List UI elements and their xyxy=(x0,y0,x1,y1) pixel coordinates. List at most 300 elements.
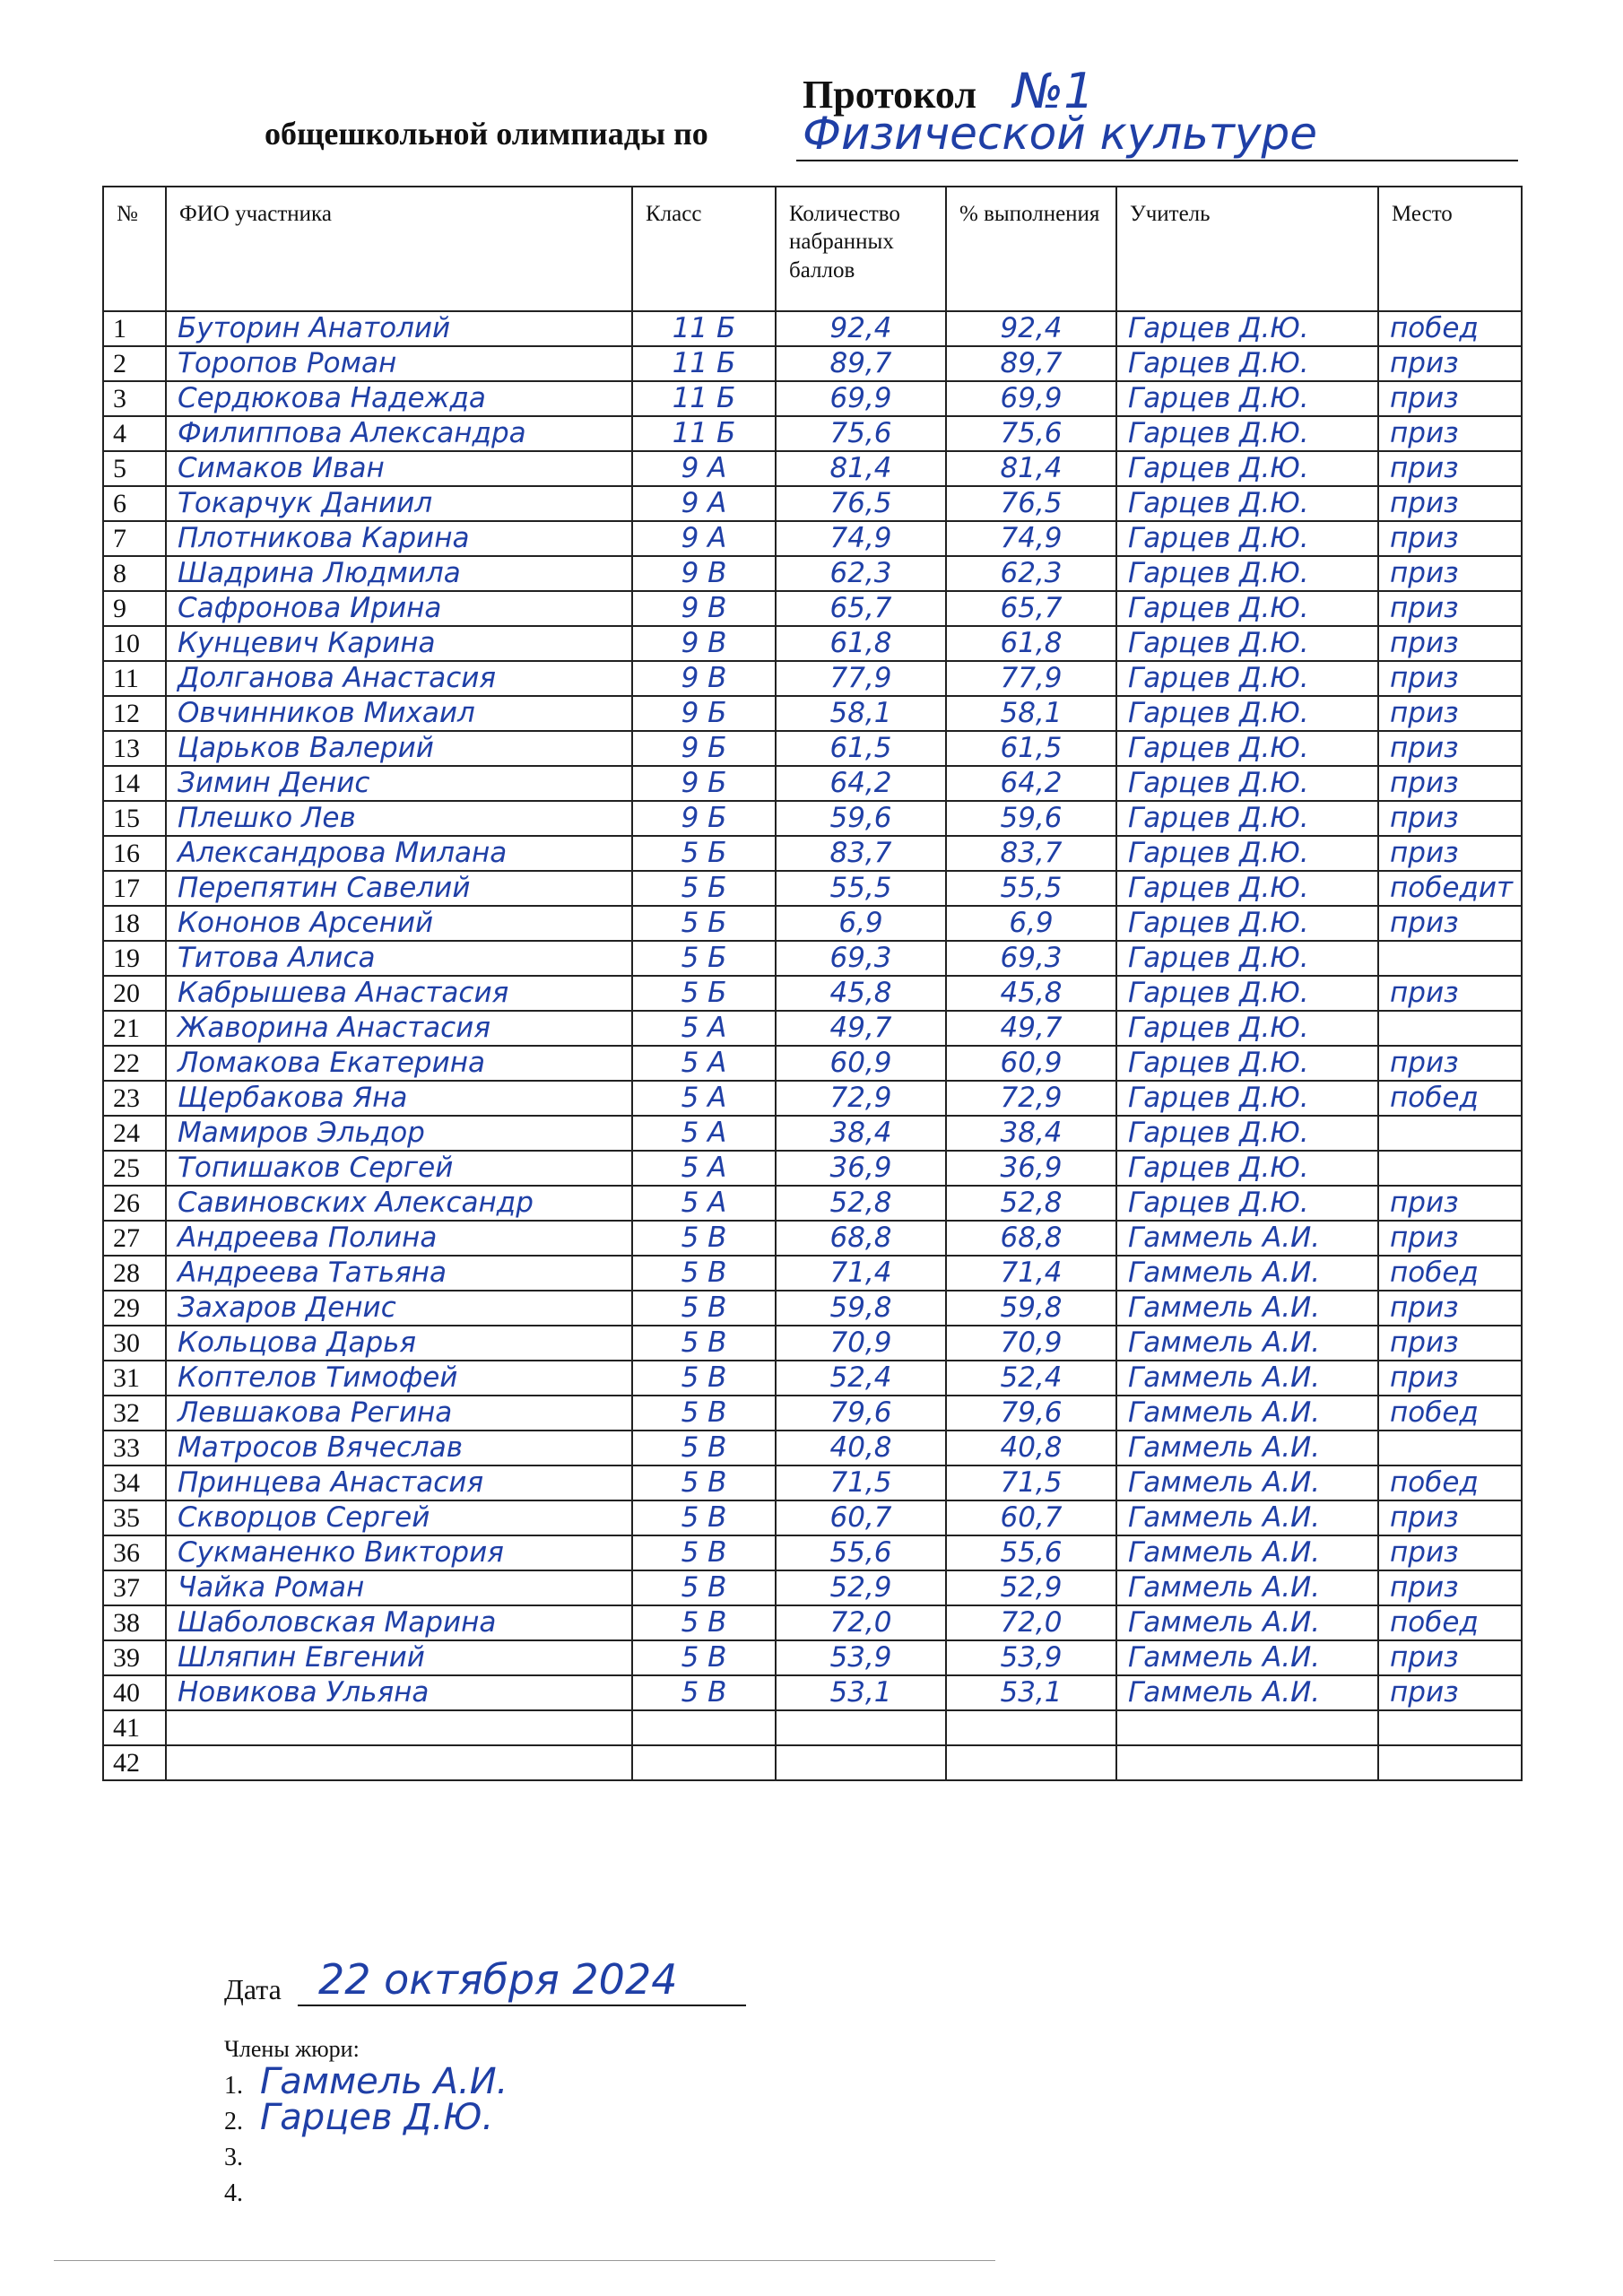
table-row xyxy=(103,1640,1522,1675)
teacher-cell: Гарцев Д.Ю. xyxy=(1116,766,1378,801)
score-cell: 59,6 xyxy=(776,801,946,836)
participant-name: Кононов Арсений xyxy=(166,906,632,941)
row-number: 10 xyxy=(103,626,166,661)
score-cell: 45,8 xyxy=(776,976,946,1011)
score-cell: 69,3 xyxy=(776,941,946,976)
participant-name: Плешко Лев xyxy=(166,801,632,836)
row-number: 9 xyxy=(103,591,166,626)
score-cell: 81,4 xyxy=(776,451,946,486)
class-cell xyxy=(632,1745,776,1780)
table-row xyxy=(103,1221,1522,1256)
row-number: 1 xyxy=(103,311,166,346)
place-cell: приз xyxy=(1378,836,1522,871)
bottom-rule xyxy=(54,2260,995,2261)
teacher-cell: Гарцев Д.Ю. xyxy=(1116,1186,1378,1221)
table-row xyxy=(103,1046,1522,1081)
teacher-cell: Гарцев Д.Ю. xyxy=(1116,1081,1378,1116)
participant-name: Александрова Милана xyxy=(166,836,632,871)
participant-name: Сердюкова Надежда xyxy=(166,381,632,416)
score-cell: 64,2 xyxy=(776,766,946,801)
participant-name: Сафронова Ирина xyxy=(166,591,632,626)
jury-member xyxy=(224,2097,942,2138)
row-number: 38 xyxy=(103,1605,166,1640)
class-cell: 5 А xyxy=(632,1046,776,1081)
class-cell: 5 В xyxy=(632,1605,776,1640)
participant-name: Жаворина Анастасия xyxy=(166,1011,632,1046)
participant-name: Савиновских Александр xyxy=(166,1186,632,1221)
percent-cell: 58,1 xyxy=(946,696,1116,731)
percent-cell: 45,8 xyxy=(946,976,1116,1011)
class-cell: 5 В xyxy=(632,1361,776,1396)
class-cell: 9 Б xyxy=(632,801,776,836)
participant-name: Топишаков Сергей xyxy=(166,1151,632,1186)
score-cell: 79,6 xyxy=(776,1396,946,1431)
table-row xyxy=(103,486,1522,521)
row-number: 15 xyxy=(103,801,166,836)
teacher-cell: Гаммель А.И. xyxy=(1116,1605,1378,1640)
class-cell: 9 Б xyxy=(632,696,776,731)
table-row xyxy=(103,696,1522,731)
class-cell: 5 В xyxy=(632,1326,776,1361)
score-cell: 62,3 xyxy=(776,556,946,591)
score-cell: 70,9 xyxy=(776,1326,946,1361)
table-row xyxy=(103,1256,1522,1291)
class-cell: 9 В xyxy=(632,626,776,661)
teacher-cell: Гаммель А.И. xyxy=(1116,1431,1378,1465)
jury-number: 2. xyxy=(224,2108,243,2135)
table-row xyxy=(103,1745,1522,1780)
table-row xyxy=(103,346,1522,381)
class-cell: 9 Б xyxy=(632,731,776,766)
place-cell: приз xyxy=(1378,696,1522,731)
score-cell: 72,9 xyxy=(776,1081,946,1116)
participant-name xyxy=(166,1710,632,1745)
protocol-number: №1 xyxy=(1013,63,1095,119)
row-number: 5 xyxy=(103,451,166,486)
teacher-cell: Гарцев Д.Ю. xyxy=(1116,871,1378,906)
class-cell: 9 А xyxy=(632,451,776,486)
percent-cell: 71,4 xyxy=(946,1256,1116,1291)
participant-name: Коптелов Тимофей xyxy=(166,1361,632,1396)
score-cell: 92,4 xyxy=(776,311,946,346)
participant-name: Кунцевич Карина xyxy=(166,626,632,661)
place-cell: побед xyxy=(1378,1256,1522,1291)
place-cell: приз xyxy=(1378,1291,1522,1326)
score-cell: 89,7 xyxy=(776,346,946,381)
place-cell: приз xyxy=(1378,1221,1522,1256)
teacher-cell: Гарцев Д.Ю. xyxy=(1116,556,1378,591)
class-cell: 5 Б xyxy=(632,976,776,1011)
score-cell: 60,7 xyxy=(776,1500,946,1535)
place-cell: приз xyxy=(1378,1046,1522,1081)
place-cell: приз xyxy=(1378,1675,1522,1710)
row-number: 26 xyxy=(103,1186,166,1221)
place-cell: приз xyxy=(1378,1186,1522,1221)
class-cell: 5 В xyxy=(632,1535,776,1570)
place-cell: побед xyxy=(1378,1605,1522,1640)
row-number: 17 xyxy=(103,871,166,906)
row-number: 36 xyxy=(103,1535,166,1570)
row-number: 12 xyxy=(103,696,166,731)
class-cell: 5 В xyxy=(632,1221,776,1256)
row-number: 28 xyxy=(103,1256,166,1291)
table-row xyxy=(103,1291,1522,1326)
participant-name: Торопов Роман xyxy=(166,346,632,381)
table-row xyxy=(103,311,1522,346)
participant-name: Щербакова Яна xyxy=(166,1081,632,1116)
class-cell: 11 Б xyxy=(632,381,776,416)
class-cell: 11 Б xyxy=(632,311,776,346)
teacher-cell: Гарцев Д.Ю. xyxy=(1116,486,1378,521)
class-cell: 9 В xyxy=(632,591,776,626)
percent-cell: 53,9 xyxy=(946,1640,1116,1675)
table-row xyxy=(103,416,1522,451)
subject-underline xyxy=(796,160,1518,161)
score-cell: 52,8 xyxy=(776,1186,946,1221)
table-row xyxy=(103,976,1522,1011)
percent-cell: 40,8 xyxy=(946,1431,1116,1465)
class-cell: 11 Б xyxy=(632,416,776,451)
score-cell xyxy=(776,1710,946,1745)
row-number: 19 xyxy=(103,941,166,976)
teacher-cell: Гарцев Д.Ю. xyxy=(1116,521,1378,556)
teacher-cell: Гарцев Д.Ю. xyxy=(1116,696,1378,731)
class-cell: 9 Б xyxy=(632,766,776,801)
table-row xyxy=(103,1570,1522,1605)
table-row xyxy=(103,521,1522,556)
column-header-number: № xyxy=(103,187,166,311)
class-cell xyxy=(632,1710,776,1745)
score-cell: 77,9 xyxy=(776,661,946,696)
column-header-teacher: Учитель xyxy=(1116,187,1378,311)
place-cell: приз xyxy=(1378,591,1522,626)
teacher-cell: Гаммель А.И. xyxy=(1116,1640,1378,1675)
row-number: 41 xyxy=(103,1710,166,1745)
percent-cell: 69,3 xyxy=(946,941,1116,976)
table-row xyxy=(103,626,1522,661)
table-row xyxy=(103,731,1522,766)
percent-cell: 75,6 xyxy=(946,416,1116,451)
class-cell: 5 В xyxy=(632,1396,776,1431)
participant-name: Филиппова Александра xyxy=(166,416,632,451)
results-table xyxy=(102,186,1523,1781)
participant-name: Шаболовская Марина xyxy=(166,1605,632,1640)
participant-name xyxy=(166,1745,632,1780)
participant-name: Чайка Роман xyxy=(166,1570,632,1605)
percent-cell: 55,5 xyxy=(946,871,1116,906)
percent-cell: 72,0 xyxy=(946,1605,1116,1640)
row-number: 2 xyxy=(103,346,166,381)
score-cell: 71,5 xyxy=(776,1465,946,1500)
class-cell: 5 А xyxy=(632,1081,776,1116)
teacher-cell: Гарцев Д.Ю. xyxy=(1116,801,1378,836)
class-cell: 5 В xyxy=(632,1570,776,1605)
table-row xyxy=(103,1605,1522,1640)
participant-name: Титова Алиса xyxy=(166,941,632,976)
class-cell: 5 В xyxy=(632,1500,776,1535)
percent-cell: 59,8 xyxy=(946,1291,1116,1326)
percent-cell: 70,9 xyxy=(946,1326,1116,1361)
class-cell: 5 А xyxy=(632,1186,776,1221)
teacher-cell: Гарцев Д.Ю. xyxy=(1116,591,1378,626)
percent-cell: 92,4 xyxy=(946,311,1116,346)
score-cell: 58,1 xyxy=(776,696,946,731)
teacher-cell: Гаммель А.И. xyxy=(1116,1500,1378,1535)
table-row xyxy=(103,1431,1522,1465)
table-row xyxy=(103,1011,1522,1046)
teacher-cell: Гарцев Д.Ю. xyxy=(1116,1046,1378,1081)
participant-name: Новикова Ульяна xyxy=(166,1675,632,1710)
table-row xyxy=(103,1396,1522,1431)
teacher-cell: Гарцев Д.Ю. xyxy=(1116,626,1378,661)
place-cell: приз xyxy=(1378,626,1522,661)
table-row xyxy=(103,1116,1522,1151)
row-number: 4 xyxy=(103,416,166,451)
place-cell: приз xyxy=(1378,381,1522,416)
place-cell: приз xyxy=(1378,976,1522,1011)
place-cell: побед xyxy=(1378,1465,1522,1500)
score-cell: 60,9 xyxy=(776,1046,946,1081)
participant-name: Захаров Денис xyxy=(166,1291,632,1326)
score-cell: 61,5 xyxy=(776,731,946,766)
teacher-cell: Гарцев Д.Ю. xyxy=(1116,976,1378,1011)
percent-cell: 60,9 xyxy=(946,1046,1116,1081)
score-cell: 68,8 xyxy=(776,1221,946,1256)
row-number: 35 xyxy=(103,1500,166,1535)
jury-number: 1. xyxy=(224,2072,243,2100)
score-cell: 76,5 xyxy=(776,486,946,521)
place-cell: приз xyxy=(1378,1535,1522,1570)
score-cell: 72,0 xyxy=(776,1605,946,1640)
percent-cell: 49,7 xyxy=(946,1011,1116,1046)
row-number: 16 xyxy=(103,836,166,871)
percent-cell: 62,3 xyxy=(946,556,1116,591)
row-number: 18 xyxy=(103,906,166,941)
participant-name: Кольцова Дарья xyxy=(166,1326,632,1361)
score-cell: 61,8 xyxy=(776,626,946,661)
table-row xyxy=(103,1151,1522,1186)
place-cell: победит xyxy=(1378,871,1522,906)
table-row xyxy=(103,1186,1522,1221)
place-cell xyxy=(1378,1116,1522,1151)
participant-name: Кабрышева Анастасия xyxy=(166,976,632,1011)
participant-name: Шляпин Евгений xyxy=(166,1640,632,1675)
row-number: 31 xyxy=(103,1361,166,1396)
place-cell xyxy=(1378,1011,1522,1046)
participant-name: Скворцов Сергей xyxy=(166,1500,632,1535)
place-cell: побед xyxy=(1378,311,1522,346)
participant-name: Ломакова Екатерина xyxy=(166,1046,632,1081)
place-cell: приз xyxy=(1378,346,1522,381)
date-label: Дата xyxy=(224,1973,282,2005)
teacher-cell: Гарцев Д.Ю. xyxy=(1116,1151,1378,1186)
place-cell xyxy=(1378,1710,1522,1745)
percent-cell: 52,9 xyxy=(946,1570,1116,1605)
column-header-score: Количество набранных баллов xyxy=(776,187,946,311)
teacher-cell: Гарцев Д.Ю. xyxy=(1116,346,1378,381)
participant-name: Матросов Вячеслав xyxy=(166,1431,632,1465)
score-cell: 65,7 xyxy=(776,591,946,626)
row-number: 34 xyxy=(103,1465,166,1500)
score-cell: 75,6 xyxy=(776,416,946,451)
row-number: 3 xyxy=(103,381,166,416)
table-row xyxy=(103,1361,1522,1396)
place-cell: приз xyxy=(1378,731,1522,766)
place-cell: побед xyxy=(1378,1396,1522,1431)
place-cell: приз xyxy=(1378,486,1522,521)
teacher-cell: Гарцев Д.Ю. xyxy=(1116,381,1378,416)
percent-cell: 77,9 xyxy=(946,661,1116,696)
place-cell: приз xyxy=(1378,1640,1522,1675)
percent-cell: 64,2 xyxy=(946,766,1116,801)
class-cell: 5 В xyxy=(632,1256,776,1291)
place-cell xyxy=(1378,1151,1522,1186)
percent-cell xyxy=(946,1745,1116,1780)
teacher-cell: Гарцев Д.Ю. xyxy=(1116,731,1378,766)
teacher-cell: Гарцев Д.Ю. xyxy=(1116,311,1378,346)
percent-cell: 52,8 xyxy=(946,1186,1116,1221)
row-number: 42 xyxy=(103,1745,166,1780)
participant-name: Зимин Денис xyxy=(166,766,632,801)
class-cell: 11 Б xyxy=(632,346,776,381)
percent-cell: 79,6 xyxy=(946,1396,1116,1431)
jury-block xyxy=(224,2036,942,2210)
participant-name: Царьков Валерий xyxy=(166,731,632,766)
percent-cell: 6,9 xyxy=(946,906,1116,941)
teacher-cell xyxy=(1116,1710,1378,1745)
percent-cell: 60,7 xyxy=(946,1500,1116,1535)
participant-name: Мамиров Эльдор xyxy=(166,1116,632,1151)
teacher-cell: Гаммель А.И. xyxy=(1116,1326,1378,1361)
class-cell: 5 В xyxy=(632,1465,776,1500)
class-cell: 9 В xyxy=(632,661,776,696)
jury-label: Члены жюри: xyxy=(224,2036,360,2062)
row-number: 23 xyxy=(103,1081,166,1116)
participant-name: Овчинников Михаил xyxy=(166,696,632,731)
class-cell: 9 В xyxy=(632,556,776,591)
place-cell: приз xyxy=(1378,521,1522,556)
table-row xyxy=(103,1535,1522,1570)
score-cell: 52,4 xyxy=(776,1361,946,1396)
percent-cell: 38,4 xyxy=(946,1116,1116,1151)
table-row xyxy=(103,1326,1522,1361)
score-cell: 52,9 xyxy=(776,1570,946,1605)
score-cell: 6,9 xyxy=(776,906,946,941)
place-cell: приз xyxy=(1378,556,1522,591)
percent-cell: 89,7 xyxy=(946,346,1116,381)
jury-number: 3. xyxy=(224,2144,243,2171)
class-cell: 5 В xyxy=(632,1675,776,1710)
participant-name: Долганова Анастасия xyxy=(166,661,632,696)
column-header-name: ФИО участника xyxy=(166,187,632,311)
percent-cell: 68,8 xyxy=(946,1221,1116,1256)
percent-cell: 72,9 xyxy=(946,1081,1116,1116)
teacher-cell: Гаммель А.И. xyxy=(1116,1291,1378,1326)
participant-name: Симаков Иван xyxy=(166,451,632,486)
place-cell: побед xyxy=(1378,1081,1522,1116)
table-row xyxy=(103,941,1522,976)
place-cell xyxy=(1378,1431,1522,1465)
jury-number: 4. xyxy=(224,2179,243,2207)
score-cell: 49,7 xyxy=(776,1011,946,1046)
teacher-cell: Гаммель А.И. xyxy=(1116,1465,1378,1500)
table-row xyxy=(103,1710,1522,1745)
percent-cell: 74,9 xyxy=(946,521,1116,556)
score-cell: 69,9 xyxy=(776,381,946,416)
teacher-cell: Гарцев Д.Ю. xyxy=(1116,661,1378,696)
class-cell: 9 А xyxy=(632,486,776,521)
place-cell: приз xyxy=(1378,766,1522,801)
participant-name: Буторин Анатолий xyxy=(166,311,632,346)
percent-cell: 69,9 xyxy=(946,381,1116,416)
jury-member xyxy=(224,2138,942,2174)
teacher-cell xyxy=(1116,1745,1378,1780)
row-number: 29 xyxy=(103,1291,166,1326)
table-header-row xyxy=(103,187,1522,311)
row-number: 20 xyxy=(103,976,166,1011)
class-cell: 9 А xyxy=(632,521,776,556)
teacher-cell: Гарцев Д.Ю. xyxy=(1116,451,1378,486)
teacher-cell: Гарцев Д.Ю. xyxy=(1116,1116,1378,1151)
percent-cell: 65,7 xyxy=(946,591,1116,626)
jury-member xyxy=(224,2174,942,2210)
row-number: 14 xyxy=(103,766,166,801)
class-cell: 5 Б xyxy=(632,871,776,906)
participant-name: Токарчук Даниил xyxy=(166,486,632,521)
teacher-cell: Гаммель А.И. xyxy=(1116,1675,1378,1710)
percent-cell: 76,5 xyxy=(946,486,1116,521)
place-cell: приз xyxy=(1378,661,1522,696)
olympiad-subject: Физической культуре xyxy=(803,108,1318,160)
score-cell: 53,1 xyxy=(776,1675,946,1710)
participant-name: Андреева Татьяна xyxy=(166,1256,632,1291)
place-cell: приз xyxy=(1378,801,1522,836)
class-cell: 5 Б xyxy=(632,941,776,976)
row-number: 32 xyxy=(103,1396,166,1431)
score-cell: 59,8 xyxy=(776,1291,946,1326)
table-row xyxy=(103,381,1522,416)
row-number: 30 xyxy=(103,1326,166,1361)
score-cell: 55,5 xyxy=(776,871,946,906)
row-number: 11 xyxy=(103,661,166,696)
table-row xyxy=(103,871,1522,906)
teacher-cell: Гарцев Д.Ю. xyxy=(1116,906,1378,941)
place-cell: приз xyxy=(1378,1570,1522,1605)
class-cell: 5 В xyxy=(632,1431,776,1465)
participant-name: Левшакова Регина xyxy=(166,1396,632,1431)
place-cell: приз xyxy=(1378,1500,1522,1535)
teacher-cell: Гарцев Д.Ю. xyxy=(1116,836,1378,871)
percent-cell: 55,6 xyxy=(946,1535,1116,1570)
row-number: 22 xyxy=(103,1046,166,1081)
table-row xyxy=(103,1675,1522,1710)
teacher-cell: Гаммель А.И. xyxy=(1116,1570,1378,1605)
teacher-cell: Гаммель А.И. xyxy=(1116,1535,1378,1570)
table-row xyxy=(103,836,1522,871)
place-cell: приз xyxy=(1378,451,1522,486)
percent-cell: 36,9 xyxy=(946,1151,1116,1186)
column-header-place: Место xyxy=(1378,187,1522,311)
class-cell: 5 В xyxy=(632,1291,776,1326)
table-row xyxy=(103,591,1522,626)
class-cell: 5 В xyxy=(632,1640,776,1675)
percent-cell: 61,8 xyxy=(946,626,1116,661)
title-block xyxy=(0,54,1623,188)
place-cell: приз xyxy=(1378,906,1522,941)
results-body xyxy=(103,311,1522,1780)
participant-name: Плотникова Карина xyxy=(166,521,632,556)
score-cell: 40,8 xyxy=(776,1431,946,1465)
